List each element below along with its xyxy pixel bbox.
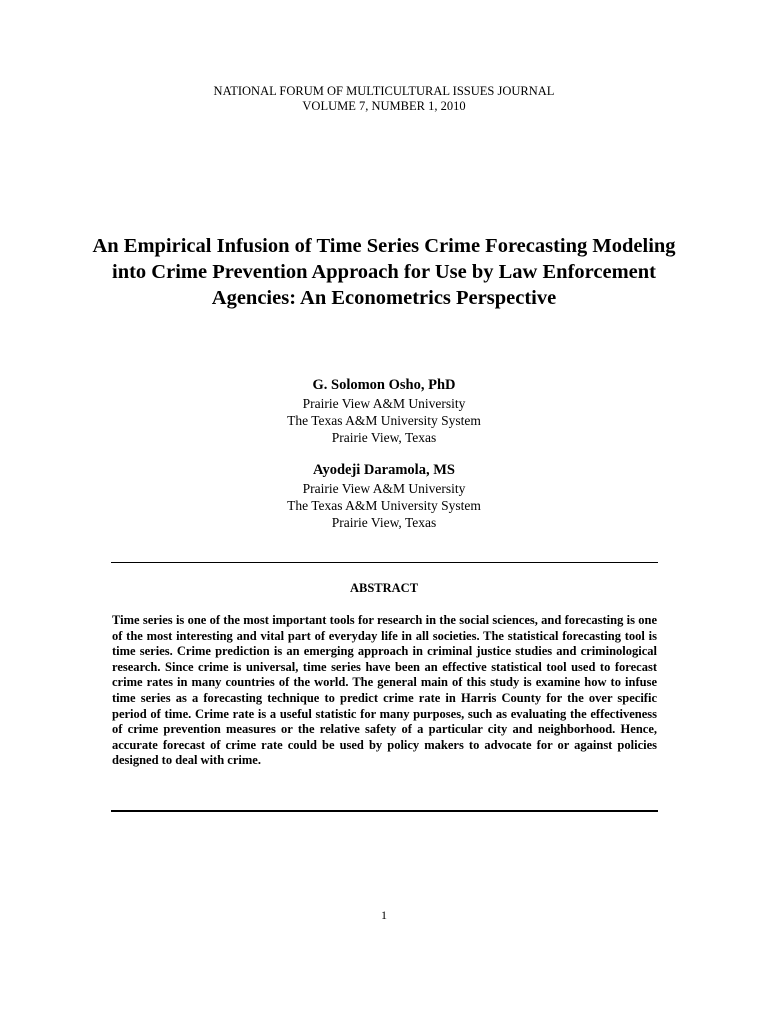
author-affiliation: Prairie View, Texas: [331, 430, 437, 445]
author-affiliation: Prairie View A&M University: [302, 396, 466, 411]
author-block-1: [0, 376, 768, 446]
abstract-bottom-divider: [111, 810, 658, 812]
paper-title: An Empirical Infusion of Time Series Crime Forecasting Modeling into Crime Prevention Approach for Use by Law Enforcement Agencies: An Econometrics Perspective: [92, 235, 676, 309]
author-affiliation: The Texas A&M University System: [287, 413, 481, 428]
author-name: Ayodeji Daramola, MS: [313, 462, 455, 478]
author-affiliation: Prairie View, Texas: [331, 515, 437, 530]
journal-volume: VOLUME 7, NUMBER 1, 2010: [302, 99, 466, 113]
author-name: G. Solomon Osho, PhD: [312, 377, 456, 393]
abstract-text: Time series is one of the most important tools for research in the social sciences, and forecasting is one of the most interesting and vital part of everyday life in all societies. The statistical forecasting tool is time series. Crime prediction is an emerging approach in criminal justice studies and criminological research. Since crime is universal, time series have been an effective statistical tool used to forecast crime rates in many countries of the world. The general main of this study is examine how to infuse time series as a forecasting technique to predict crime rate in Harris County for the over specific period of time. Crime rate is a useful statistic for many purposes, such as evaluating the effectiveness of crime prevention measures or the relative safety of a particular city and neighborhood. Hence, accurate forecast of crime rate could be used by policy makers to advocate for or against policies designed to deal with crime.: [112, 613, 657, 768]
journal-name: NATIONAL FORUM OF MULTICULTURAL ISSUES JOURNAL: [213, 84, 555, 98]
author-affiliation: The Texas A&M University System: [287, 498, 481, 513]
page-number: 1: [381, 908, 387, 922]
abstract-heading: ABSTRACT: [349, 581, 419, 595]
journal-header: [0, 84, 768, 114]
abstract-top-divider: [111, 562, 658, 563]
author-affiliation: Prairie View A&M University: [302, 481, 466, 496]
author-block-2: [0, 461, 768, 531]
